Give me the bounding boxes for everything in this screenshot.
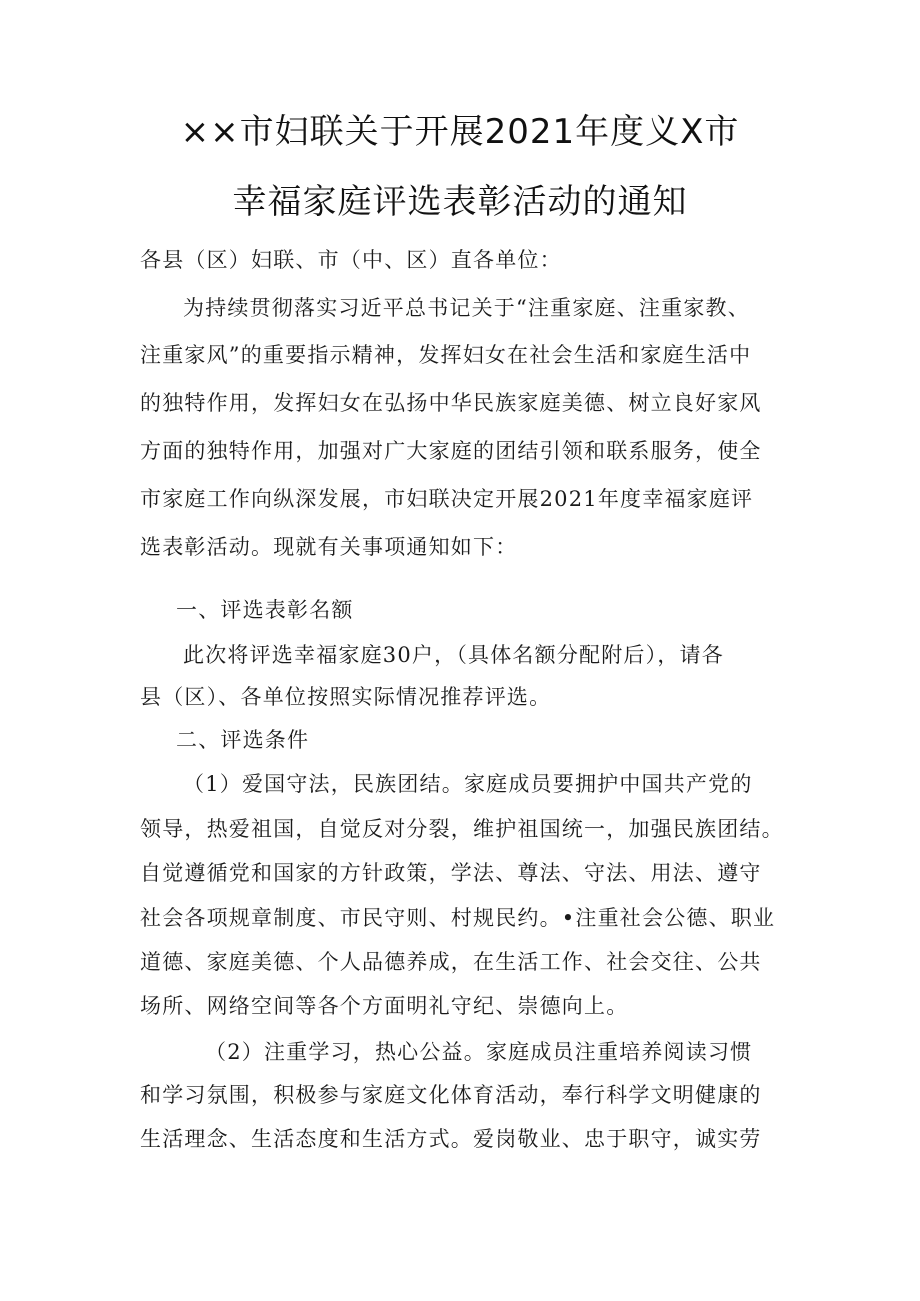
document-title-line-2: 幸福家庭评选表彰活动的通知 — [232, 182, 688, 222]
intro-line: 为持续贯彻落实习近平总书记关于“注重家庭、注重家教、 — [183, 296, 750, 320]
item-1-line: （1）爱国守法，民族团结。家庭成员要拥护中国共产党的 — [183, 772, 753, 796]
intro-line: 方面的独特作用，加强对广大家庭的团结引领和联系服务，使全 — [140, 439, 762, 463]
document-title-line-1: ××市妇联关于开展2021年度义X市 — [180, 112, 740, 152]
item-2-line: 和学习氛围，积极参与家庭文化体育活动，奉行科学文明健康的 — [140, 1083, 762, 1107]
intro-line: 市家庭工作向纵深发展，市妇联决定开展2021年度幸福家庭评 — [140, 487, 754, 511]
section-2-heading: 二、评选条件 — [176, 728, 310, 752]
item-2-line: 生活理念、生活态度和生活方式。爱岗敬业、忠于职守，诚实劳 — [140, 1127, 762, 1151]
section-1-body-line: 此次将评选幸福家庭30户，（具体名额分配附后），请各 — [183, 643, 724, 667]
intro-line: 的独特作用，发挥妇女在弘扬中华民族家庭美德、树立良好家风 — [140, 391, 762, 415]
section-1-body-line: 县（区）、各单位按照实际情况推荐评选。 — [140, 685, 552, 709]
item-1-line: 自觉遵循党和国家的方针政策，学法、尊法、守法、用法、遵守 — [140, 861, 762, 885]
item-2-line: （2）注重学习，热心公益。家庭成员注重培养阅读习惯 — [205, 1040, 753, 1064]
salutation: 各县（区）妇联、市（中、区）直各单位： — [140, 248, 562, 272]
item-1-line: 领导，热爱祖国，自觉反对分裂，维护祖国统一，加强民族团结。 — [140, 817, 784, 841]
intro-line: 选表彰活动。现就有关事项通知如下： — [140, 535, 518, 559]
item-1-line: 社会各项规章制度、市民守则、村规民约。•注重社会公德、职业 — [140, 906, 776, 930]
intro-line: 注重家风”的重要指示精神，发挥妇女在社会生活和家庭生活中 — [140, 343, 752, 367]
item-1-line: 道德、家庭美德、个人品德养成，在生活工作、社会交往、公共 — [140, 950, 762, 974]
section-1-heading: 一、评选表彰名额 — [176, 598, 354, 622]
item-1-line: 场所、网络空间等各个方面明礼守纪、崇德向上。 — [140, 994, 629, 1018]
